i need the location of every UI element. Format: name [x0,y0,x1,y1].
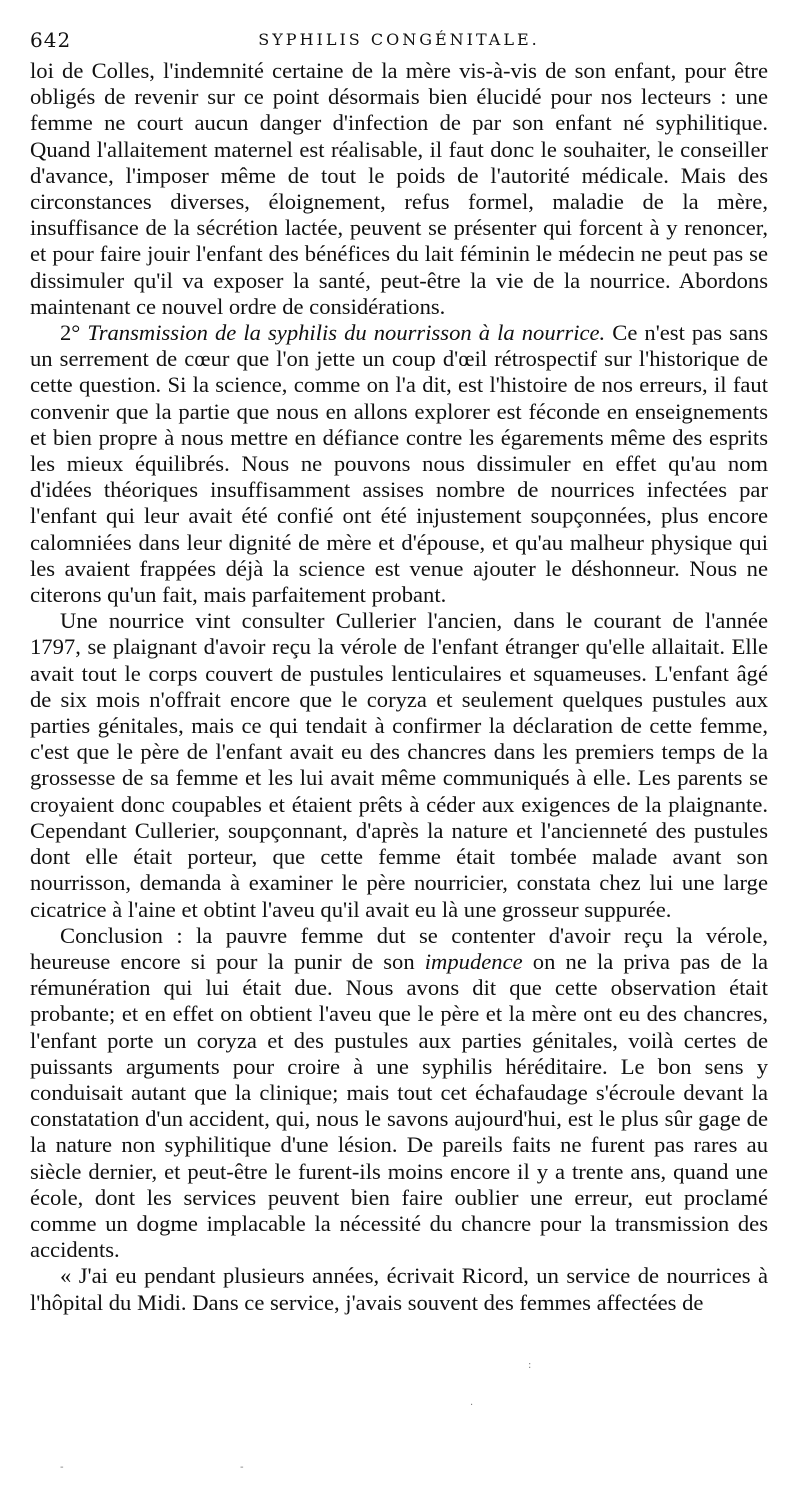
scan-speck: - [240,1462,244,1473]
scan-speck: · [470,1400,474,1411]
running-title: SYPHILIS CONGÉNITALE. [258,30,540,49]
paragraph-2 [30,320,768,608]
section-title: Transmission de la syphilis du nourrisson à la nourrice. [87,320,606,346]
paragraph-1: loi de Colles, l'indemnité certaine de la mère vis-à-vis de son enfant, pour être obligés de revenir sur ce point désormais bien élucidé pour nos lecteurs : une femme ne court aucun danger d'infection de par son enfant né syphilitique. Quand l'allaitement maternel est réalisable, il faut donc le souhaiter, le conseiller d'avance, l'imposer même de tout le poids de l'autorité médicale. Mais des circonstances diverses, éloignement, refus formel, maladie de la mère, insuffisance de la sécrétion lactée, peuvent se présenter qui forcent à y renoncer, et pour faire jouir l'enfant des bénéfices du lait féminin le médecin ne peut pas se dissimuler qu'il va exposer la santé, peut-être la vie de la nourrice. Abordons maintenant ce nouvel ordre de considérations. [30,58,768,319]
paragraph-4-text-before: Conclusion : la pauvre femme dut se contenter d'avoir reçu la vérole, heureuse encore si pour la punir de son [30,922,768,974]
scan-speck: - [60,1462,64,1473]
page-header [30,26,768,54]
paragraph-4 [30,923,768,1264]
book-page [30,26,768,1316]
paragraph-4-text-after: on ne la priva pas de la rémunération qui lui était due. Nous avons dit que cette observation était probante; et en effet on obtient l'aveu que le père et la mère ont eu des chancres, l'enfant porte un coryza et des pustules aux parties génitales, voilà certes de puissants arguments pour croire à une syphilis héréditaire. Le bon sens y conduisait autant que la clinique; mais tout cet échafaudage s'écroule devant la constatation d'un accident, qui, nous le savons aujourd'hui, est le plus sûr gage de la nature non syphilitique d'une lésion. De pareils faits ne furent pas rares au siècle dernier, et peut-être le furent-ils moins encore il y a trente ans, quand une école, dont les services peuvent bien faire oublier une erreur, eut proclamé comme un dogme implacable la nécessité du chancre pour la transmission des accidents. [30,948,769,1263]
page-number: 642 [30,28,72,52]
paragraph-2-text: Ce n'est pas sans un serrement de cœur que l'on jette un coup d'œil rétrospectif sur l'historique de cette question. Si la science, comme on l'a dit, est l'histoire de nos erreurs, il faut convenir que la partie que nous en allons explorer est féconde en enseignements et bien propre à nous mettre en défiance contre les égarements même des esprits les mieux équilibrés. Nous ne pouvons nous dissimuler en effet qu'au nom d'idées théoriques insuffisamment assises nombre de nourrices infectées par l'enfant qui leur avait été confié ont été injustement soupçonnées, plus encore calomniées dans leur dignité de mère et d'épouse, et qu'au malheur physique qui les avaient frappées déjà la science est venue ajouter le déshonneur. Nous ne citerons qu'un fait, mais parfaitement probant. [30,320,769,608]
scan-speck: : [528,1360,532,1371]
paragraph-5: « J'ai eu pendant plusieurs années, écrivait Ricord, un service de nourrices à l'hôpital du Midi. Dans ce service, j'avais souvent des femmes affectées de [30,1263,768,1315]
paragraph-3: Une nourrice vint consulter Cullerier l'ancien, dans le courant de l'année 1797, se plaignant d'avoir reçu la vérole de l'enfant étranger qu'elle allaitait. Elle avait tout le corps couvert de pustules lenticulaires et squameuses. L'enfant âgé de six mois n'offrait encore que le coryza et seulement quelques pustules aux parties génitales, mais ce qui tendait à confirmer la déclaration de cette femme, c'est que le père de l'enfant avait eu des chancres dans les premiers temps de la grossesse de sa femme et les lui avait même communiqués à elle. Les parents se croyaient donc coupables et étaient prêts à céder aux exigences de la plaignante. Cependant Cullerier, soupçonnant, d'après la nature et l'ancienneté des pustules dont elle était porteur, que cette femme était tombée malade avant son nourrisson, demanda à examiner le père nourricier, constata chez lui une large cicatrice à l'aine et obtint l'aveu qu'il avait eu là une grosseur suppurée. [30,608,768,922]
emphasis-word: impudence [424,948,523,974]
section-number: 2° [60,320,88,346]
